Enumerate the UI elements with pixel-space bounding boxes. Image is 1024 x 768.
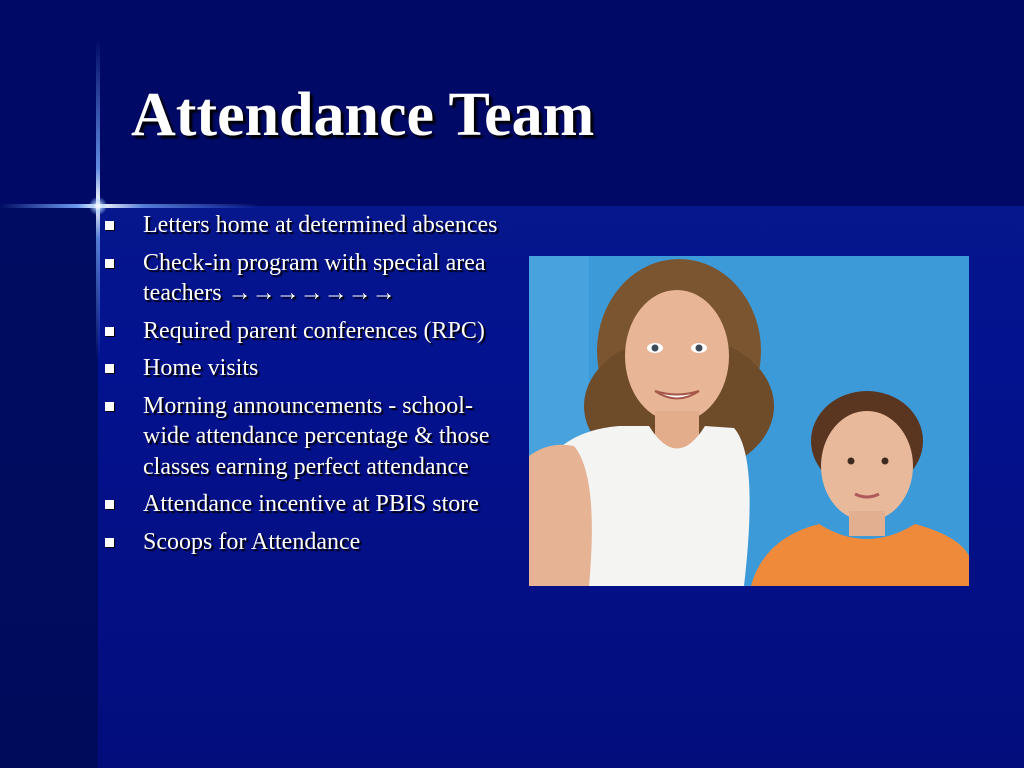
horizontal-light-line [0,204,260,208]
bullet-item [103,353,513,384]
bullet-item [103,248,513,309]
bullet-text: Morning announcements - school-wide attendance percentage & those classes earning perfect attendance [143,392,490,480]
bullet-item [103,527,513,558]
photo-illustration [529,256,969,586]
bullet-text: Home visits [143,355,259,381]
bullet-text: Check-in program with special area teachers →→→→→→→ [143,249,486,306]
bullet-text: Required parent conferences (RPC) [143,317,485,344]
bullet-text: Scoops for Attendance [143,528,361,555]
bullet-item [103,210,513,241]
bullet-square-icon [105,259,114,268]
bullet-list [103,210,513,564]
bullet-square-icon [105,538,114,547]
bullet-square-icon [105,500,114,509]
bullet-text: Attendance incentive at PBIS store [143,491,479,517]
bullet-text: Letters home at determined absences [143,212,498,238]
bullet-square-icon [105,221,114,230]
slide-title: Attendance Team [131,81,595,149]
bullet-item [103,489,513,520]
bullet-item [103,391,513,483]
bullet-item [103,316,513,347]
bullet-square-icon [105,327,114,336]
bullet-square-icon [105,364,114,373]
bullet-square-icon [105,402,114,411]
photo-woman-and-boy [529,256,969,586]
